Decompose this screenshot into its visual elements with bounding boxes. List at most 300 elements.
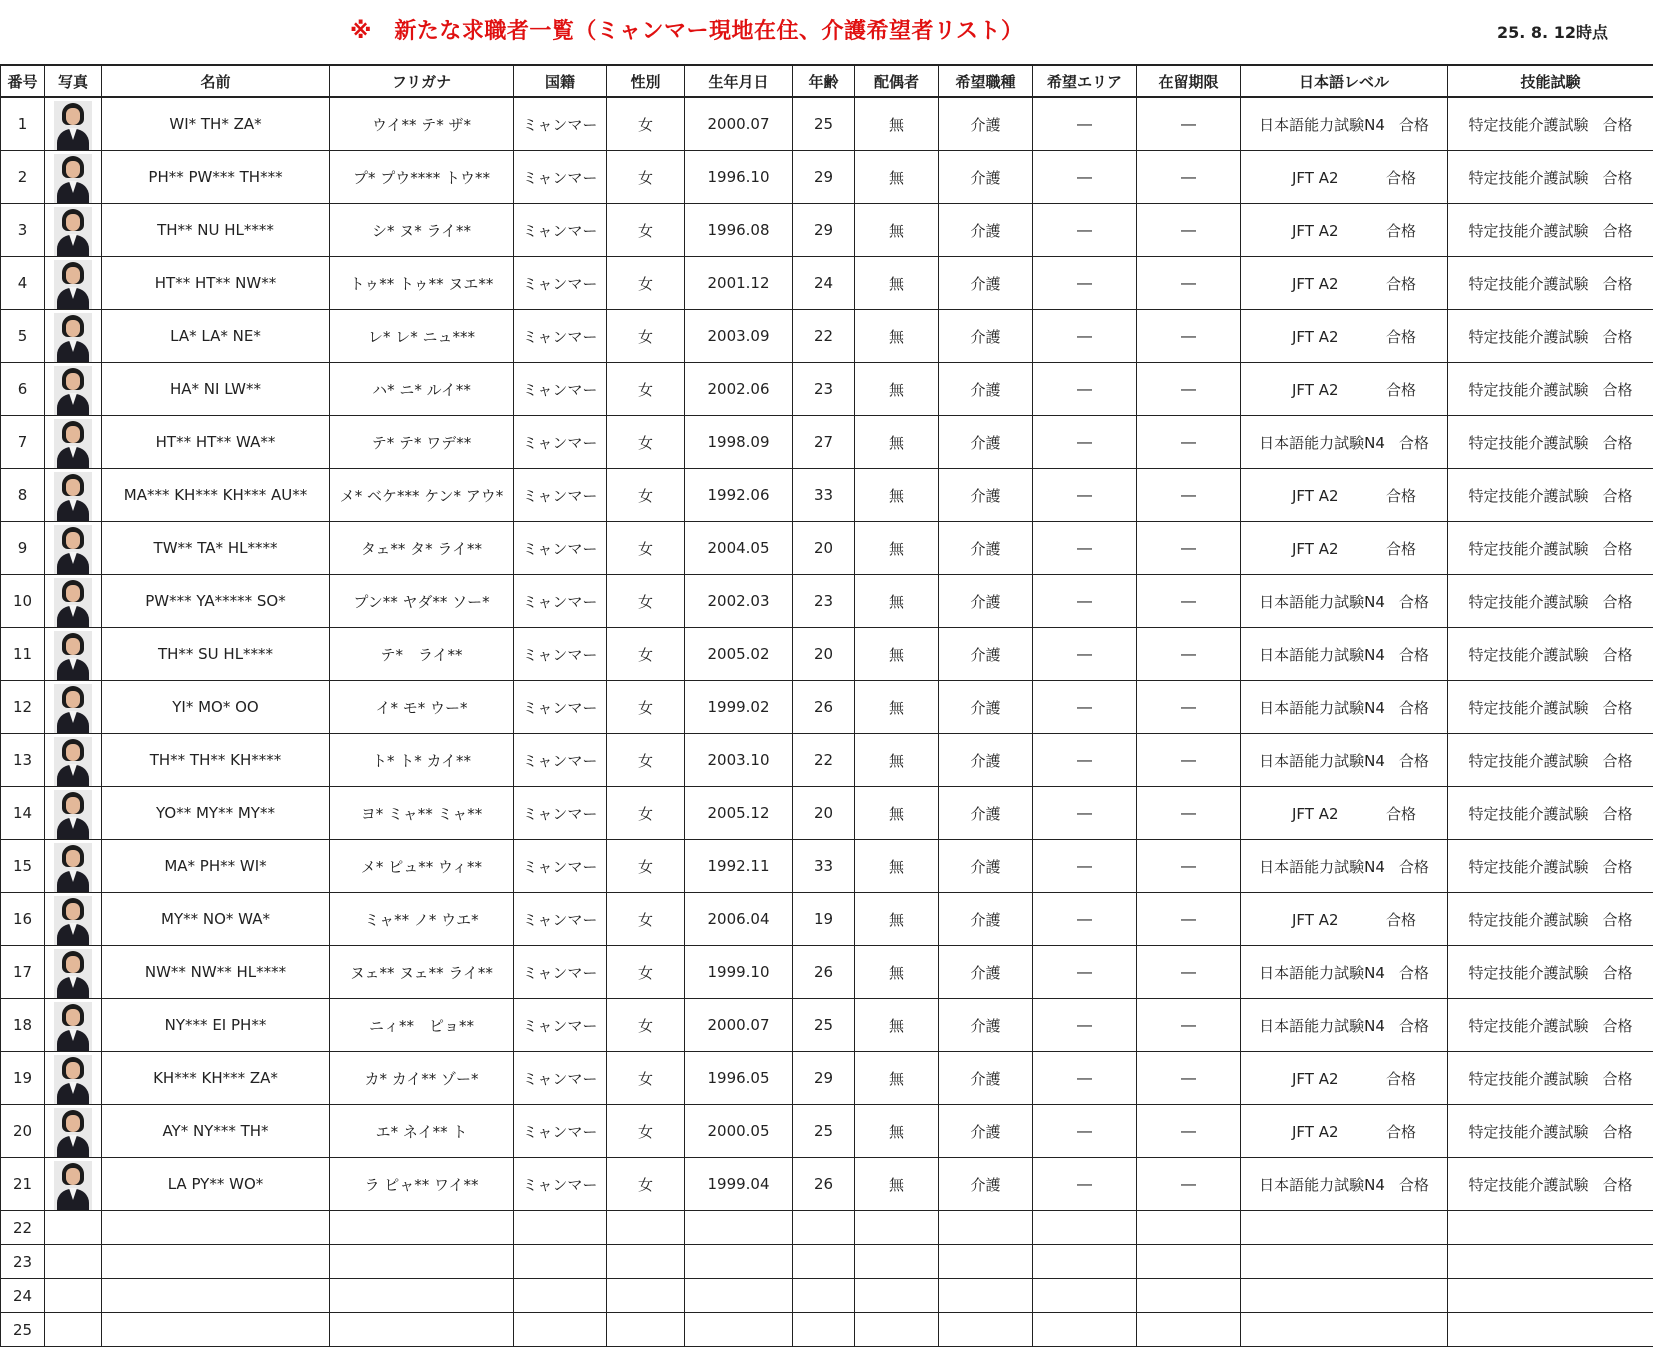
skill-test-result: 合格 [1603,1017,1633,1035]
kana-cell: ミャ** ノ* ウエ* [330,893,514,946]
nationality-cell: ミャンマー [514,840,607,893]
name-cell: MY** NO* WA* [102,893,330,946]
japanese-level-cell [1241,681,1448,734]
empty-cell [514,1211,607,1245]
name-cell: NY*** EI PH** [102,999,330,1052]
photo-cell [45,893,102,946]
empty-cell [855,1313,939,1347]
desired-job-cell: 介護 [939,893,1033,946]
visa-expiry-cell: ― [1137,1105,1241,1158]
spouse-cell: 無 [855,469,939,522]
table-row [1,257,1653,310]
portrait-photo [54,737,92,786]
portrait-photo [54,843,92,892]
age-cell: 20 [793,628,855,681]
kana-cell: レ* レ* ニュ*** [330,310,514,363]
skill-test-cell [1448,628,1653,681]
table-row [1,1052,1653,1105]
birthdate-cell: 1996.10 [685,151,793,204]
photo-cell [45,151,102,204]
skill-test-name: 特定技能介護試験 [1468,379,1588,400]
japanese-test-result: 合格 [1399,591,1429,612]
nationality-cell: ミャンマー [514,469,607,522]
skill-test-name: 特定技能介護試験 [1468,326,1588,347]
spouse-cell: 無 [855,734,939,787]
row-number: 12 [1,681,45,734]
desired-job-cell: 介護 [939,734,1033,787]
nationality-cell: ミャンマー [514,999,607,1052]
kana-cell: テ* テ* ワデ** [330,416,514,469]
age-cell: 33 [793,469,855,522]
gender-cell: 女 [607,257,685,310]
skill-test-result: 合格 [1603,752,1633,770]
age-cell: 22 [793,310,855,363]
table-row [1,787,1653,840]
japanese-test-result: 合格 [1399,697,1429,718]
spouse-cell: 無 [855,681,939,734]
skill-test-name: 特定技能介護試験 [1468,432,1588,453]
portrait-photo [54,419,92,468]
japanese-test-name: JFT A2 [1272,1123,1372,1141]
skill-test-name: 特定技能介護試験 [1468,803,1588,824]
skill-test-result: 合格 [1603,434,1633,452]
japanese-test-name: JFT A2 [1272,805,1372,823]
row-number: 4 [1,257,45,310]
name-cell: LA PY** WO* [102,1158,330,1211]
table-row [1,999,1653,1052]
gender-cell: 女 [607,416,685,469]
japanese-test-name: 日本語能力試験N4 [1259,432,1385,453]
japanese-test-result: 合格 [1386,803,1416,824]
japanese-level-cell [1241,734,1448,787]
japanese-level-cell [1241,363,1448,416]
portrait-photo [54,684,92,733]
name-cell: TH** SU HL**** [102,628,330,681]
portrait-photo [54,260,92,309]
visa-expiry-cell: ― [1137,734,1241,787]
japanese-test-result: 合格 [1399,856,1429,877]
desired-area-cell: ― [1033,893,1137,946]
table-row [1,416,1653,469]
nationality-cell: ミャンマー [514,1158,607,1211]
skill-test-name: 特定技能介護試験 [1468,750,1588,771]
photo-cell [45,840,102,893]
empty-cell [793,1245,855,1279]
kana-cell: ウイ** テ* ザ* [330,97,514,151]
visa-expiry-cell: ― [1137,946,1241,999]
skill-test-result: 合格 [1603,964,1633,982]
portrait-photo [54,154,92,203]
skill-test-result: 合格 [1603,646,1633,664]
spouse-cell: 無 [855,999,939,1052]
column-header: 配偶者 [855,65,939,97]
kana-cell: カ* カイ** ゾー* [330,1052,514,1105]
row-number: 17 [1,946,45,999]
skill-test-result: 合格 [1603,116,1633,134]
birthdate-cell: 2002.03 [685,575,793,628]
photo-cell [45,310,102,363]
row-number: 1 [1,97,45,151]
desired-job-cell: 介護 [939,363,1033,416]
birthdate-cell: 1999.10 [685,946,793,999]
empty-cell [793,1211,855,1245]
empty-cell [855,1211,939,1245]
desired-area-cell: ― [1033,522,1137,575]
photo-cell [45,416,102,469]
portrait-photo [54,101,92,150]
japanese-test-name: JFT A2 [1272,169,1372,187]
kana-cell: テ* ライ** [330,628,514,681]
empty-cell [1241,1279,1448,1313]
skill-test-name: 特定技能介護試験 [1468,909,1588,930]
portrait-photo [54,578,92,627]
desired-job-cell: 介護 [939,522,1033,575]
column-header: フリガナ [330,65,514,97]
empty-cell [1241,1211,1448,1245]
spouse-cell: 無 [855,97,939,151]
empty-cell [1137,1245,1241,1279]
japanese-test-result: 合格 [1386,273,1416,294]
visa-expiry-cell: ― [1137,1052,1241,1105]
row-number: 10 [1,575,45,628]
desired-job-cell: 介護 [939,840,1033,893]
spouse-cell: 無 [855,628,939,681]
skill-test-result: 合格 [1603,699,1633,717]
age-cell: 29 [793,1052,855,1105]
gender-cell: 女 [607,575,685,628]
visa-expiry-cell: ― [1137,681,1241,734]
column-header: 技能試験 [1448,65,1653,97]
photo-cell [45,787,102,840]
japanese-test-result: 合格 [1399,1174,1429,1195]
name-cell: WI* TH* ZA* [102,97,330,151]
gender-cell: 女 [607,893,685,946]
skill-test-result: 合格 [1603,858,1633,876]
empty-cell [330,1313,514,1347]
photo-cell [45,628,102,681]
row-number: 8 [1,469,45,522]
table-row [1,628,1653,681]
spouse-cell: 無 [855,151,939,204]
skill-test-name: 特定技能介護試験 [1468,114,1588,135]
skill-test-cell [1448,310,1653,363]
japanese-test-result: 合格 [1399,1015,1429,1036]
skill-test-cell [1448,257,1653,310]
desired-area-cell: ― [1033,734,1137,787]
japanese-test-result: 合格 [1386,1068,1416,1089]
japanese-test-name: 日本語能力試験N4 [1259,856,1385,877]
empty-cell [939,1245,1033,1279]
kana-cell: ヨ* ミャ** ミャ** [330,787,514,840]
skill-test-result: 合格 [1603,1123,1633,1141]
spouse-cell: 無 [855,840,939,893]
gender-cell: 女 [607,681,685,734]
gender-cell: 女 [607,628,685,681]
visa-expiry-cell: ― [1137,999,1241,1052]
desired-area-cell: ― [1033,310,1137,363]
table-row [1,363,1653,416]
skill-test-result: 合格 [1603,328,1633,346]
column-header: 番号 [1,65,45,97]
photo-cell [45,999,102,1052]
skill-test-cell [1448,681,1653,734]
japanese-level-cell [1241,946,1448,999]
nationality-cell: ミャンマー [514,787,607,840]
japanese-level-cell [1241,787,1448,840]
row-number: 20 [1,1105,45,1158]
nationality-cell: ミャンマー [514,97,607,151]
row-number: 2 [1,151,45,204]
photo-cell [45,257,102,310]
skill-test-result: 合格 [1603,381,1633,399]
column-header: 国籍 [514,65,607,97]
japanese-test-result: 合格 [1399,432,1429,453]
empty-cell [607,1279,685,1313]
japanese-test-name: JFT A2 [1272,328,1372,346]
spouse-cell: 無 [855,204,939,257]
empty-cell [685,1313,793,1347]
table-row [1,1158,1653,1211]
desired-area-cell: ― [1033,469,1137,522]
visa-expiry-cell: ― [1137,204,1241,257]
skill-test-cell [1448,787,1653,840]
applicant-table [0,64,1653,1347]
skill-test-result: 合格 [1603,911,1633,929]
empty-cell [1033,1211,1137,1245]
row-number: 13 [1,734,45,787]
empty-cell [855,1279,939,1313]
skill-test-name: 特定技能介護試験 [1468,538,1588,559]
desired-area-cell: ― [1033,257,1137,310]
skill-test-name: 特定技能介護試験 [1468,697,1588,718]
visa-expiry-cell: ― [1137,97,1241,151]
desired-job-cell: 介護 [939,628,1033,681]
japanese-level-cell [1241,469,1448,522]
portrait-photo [54,1161,92,1210]
skill-test-result: 合格 [1603,275,1633,293]
desired-job-cell: 介護 [939,310,1033,363]
nationality-cell: ミャンマー [514,681,607,734]
table-row [1,734,1653,787]
desired-area-cell: ― [1033,416,1137,469]
skill-test-cell [1448,363,1653,416]
desired-job-cell: 介護 [939,416,1033,469]
row-number: 22 [1,1211,45,1245]
photo-cell [45,1105,102,1158]
gender-cell: 女 [607,734,685,787]
skill-test-result: 合格 [1603,222,1633,240]
portrait-photo [54,1055,92,1104]
skill-test-result: 合格 [1603,540,1633,558]
photo-cell [45,1052,102,1105]
title-row [0,0,1653,64]
empty-cell [1241,1245,1448,1279]
empty-cell [1137,1313,1241,1347]
skill-test-name: 特定技能介護試験 [1468,962,1588,983]
skill-test-cell [1448,97,1653,151]
desired-job-cell: 介護 [939,469,1033,522]
table-row [1,893,1653,946]
japanese-test-name: JFT A2 [1272,222,1372,240]
nationality-cell: ミャンマー [514,575,607,628]
skill-test-cell [1448,840,1653,893]
name-cell: YO** MY** MY** [102,787,330,840]
japanese-test-result: 合格 [1386,909,1416,930]
spouse-cell: 無 [855,1158,939,1211]
empty-cell [514,1245,607,1279]
spouse-cell: 無 [855,310,939,363]
empty-cell [607,1313,685,1347]
spouse-cell: 無 [855,787,939,840]
row-number: 19 [1,1052,45,1105]
spouse-cell: 無 [855,363,939,416]
photo-cell [45,97,102,151]
age-cell: 26 [793,1158,855,1211]
empty-cell [793,1279,855,1313]
nationality-cell: ミャンマー [514,416,607,469]
japanese-level-cell [1241,628,1448,681]
row-number: 5 [1,310,45,363]
spouse-cell: 無 [855,946,939,999]
birthdate-cell: 1992.11 [685,840,793,893]
japanese-test-result: 合格 [1386,326,1416,347]
japanese-level-cell [1241,522,1448,575]
age-cell: 25 [793,97,855,151]
name-cell: AY* NY*** TH* [102,1105,330,1158]
skill-test-name: 特定技能介護試験 [1468,856,1588,877]
japanese-test-name: 日本語能力試験N4 [1259,644,1385,665]
row-number: 18 [1,999,45,1052]
age-cell: 24 [793,257,855,310]
row-number: 6 [1,363,45,416]
visa-expiry-cell: ― [1137,893,1241,946]
name-cell: TH** TH** KH**** [102,734,330,787]
japanese-test-result: 合格 [1386,379,1416,400]
photo-cell [45,734,102,787]
empty-cell [1137,1211,1241,1245]
table-header [1,65,1653,97]
gender-cell: 女 [607,1158,685,1211]
skill-test-cell [1448,999,1653,1052]
row-number: 16 [1,893,45,946]
header-row [1,65,1653,97]
birthdate-cell: 1996.08 [685,204,793,257]
row-number: 14 [1,787,45,840]
desired-job-cell: 介護 [939,204,1033,257]
kana-cell: ト* ト* カイ** [330,734,514,787]
row-number: 3 [1,204,45,257]
birthdate-cell: 1996.05 [685,1052,793,1105]
gender-cell: 女 [607,522,685,575]
desired-job-cell: 介護 [939,1158,1033,1211]
name-cell: HT** HT** NW** [102,257,330,310]
portrait-photo [54,366,92,415]
portrait-photo [54,313,92,362]
empty-cell [1033,1313,1137,1347]
age-cell: 29 [793,151,855,204]
age-cell: 23 [793,363,855,416]
japanese-test-name: JFT A2 [1272,1070,1372,1088]
visa-expiry-cell: ― [1137,1158,1241,1211]
japanese-level-cell [1241,893,1448,946]
japanese-test-result: 合格 [1399,114,1429,135]
skill-test-name: 特定技能介護試験 [1468,1174,1588,1195]
column-header: 性別 [607,65,685,97]
nationality-cell: ミャンマー [514,1105,607,1158]
photo-cell [45,1158,102,1211]
empty-cell [685,1211,793,1245]
name-cell: NW** NW** HL**** [102,946,330,999]
japanese-test-name: 日本語能力試験N4 [1259,1174,1385,1195]
row-number: 7 [1,416,45,469]
japanese-test-result: 合格 [1386,538,1416,559]
row-number: 9 [1,522,45,575]
name-cell: TH** NU HL**** [102,204,330,257]
photo-cell [45,575,102,628]
japanese-level-cell [1241,97,1448,151]
column-header: 希望職種 [939,65,1033,97]
japanese-test-name: 日本語能力試験N4 [1259,697,1385,718]
empty-cell [607,1245,685,1279]
portrait-photo [54,631,92,680]
column-header: 生年月日 [685,65,793,97]
nationality-cell: ミャンマー [514,628,607,681]
gender-cell: 女 [607,840,685,893]
desired-area-cell: ― [1033,628,1137,681]
skill-test-name: 特定技能介護試験 [1468,1121,1588,1142]
row-number: 23 [1,1245,45,1279]
empty-cell [1137,1279,1241,1313]
gender-cell: 女 [607,1105,685,1158]
empty-cell [1033,1245,1137,1279]
japanese-level-cell [1241,575,1448,628]
age-cell: 26 [793,946,855,999]
nationality-cell: ミャンマー [514,204,607,257]
table-body [1,97,1653,1347]
table-row [1,681,1653,734]
desired-job-cell: 介護 [939,97,1033,151]
skill-test-cell [1448,522,1653,575]
empty-cell [685,1245,793,1279]
empty-cell [685,1279,793,1313]
age-cell: 26 [793,681,855,734]
skill-test-cell [1448,575,1653,628]
japanese-level-cell [1241,1105,1448,1158]
kana-cell: メ* ベケ*** ケン* アウ* [330,469,514,522]
kana-cell: プン** ヤダ** ソー* [330,575,514,628]
desired-area-cell: ― [1033,681,1137,734]
desired-area-cell: ― [1033,946,1137,999]
visa-expiry-cell: ― [1137,257,1241,310]
portrait-photo [54,790,92,839]
spouse-cell: 無 [855,257,939,310]
age-cell: 22 [793,734,855,787]
photo-cell [45,469,102,522]
empty-cell [45,1211,102,1245]
column-header: 写真 [45,65,102,97]
birthdate-cell: 2006.04 [685,893,793,946]
empty-cell [855,1245,939,1279]
nationality-cell: ミャンマー [514,1052,607,1105]
birthdate-cell: 1999.02 [685,681,793,734]
table-row [1,310,1653,363]
desired-area-cell: ― [1033,97,1137,151]
desired-area-cell: ― [1033,151,1137,204]
empty-cell [1448,1211,1653,1245]
skill-test-cell [1448,1052,1653,1105]
japanese-test-name: 日本語能力試験N4 [1259,962,1385,983]
skill-test-cell [1448,204,1653,257]
